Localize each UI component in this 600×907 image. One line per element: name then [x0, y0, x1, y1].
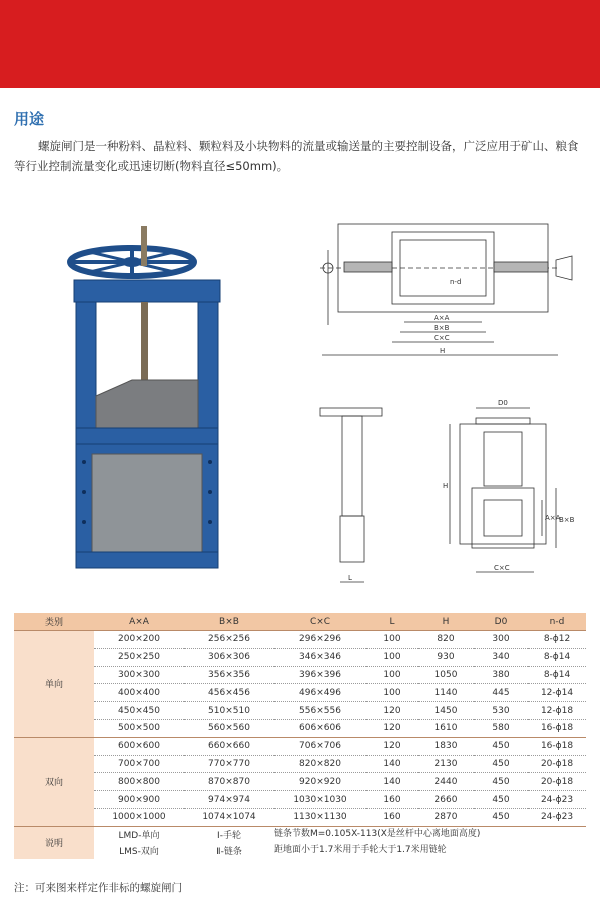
label-top-bxb: B×B [434, 324, 450, 332]
cell: 450 [474, 808, 528, 826]
cell: 1830 [418, 737, 474, 755]
col-header-d0: D0 [474, 613, 528, 631]
cell: 450 [474, 737, 528, 755]
cell: 8-ϕ14 [528, 666, 586, 684]
cell: 340 [474, 648, 528, 666]
cell: 20-ϕ18 [528, 755, 586, 773]
notes-row [14, 843, 586, 859]
table-row [14, 648, 586, 666]
cell: 2660 [418, 791, 474, 809]
cell: 24-ϕ23 [528, 791, 586, 809]
cell: 1050 [418, 666, 474, 684]
label-n-d: n-d [450, 278, 462, 286]
cell: 100 [366, 631, 418, 649]
notes-label: 说明 [14, 826, 94, 859]
col-header-axa: A×A [94, 613, 184, 631]
label-front-bxb: B×B [559, 516, 575, 524]
section-title: 用途 [14, 110, 45, 128]
cell: 120 [366, 719, 418, 737]
cell: 380 [474, 666, 528, 684]
cell: 660×660 [184, 737, 274, 755]
cell: 510×510 [184, 702, 274, 720]
cell: 12-ϕ18 [528, 702, 586, 720]
notes-drive-chain: Ⅱ-链条 [216, 847, 242, 858]
cell: 530 [474, 702, 528, 720]
cell: 900×900 [94, 791, 184, 809]
cell: 300×300 [94, 666, 184, 684]
cell: 400×400 [94, 684, 184, 702]
label-side-l: L [348, 574, 352, 582]
cell: 500×500 [94, 719, 184, 737]
cell: 870×870 [184, 773, 274, 791]
cell: 560×560 [184, 719, 274, 737]
intro-paragraph [14, 136, 586, 176]
cell: 820 [418, 631, 474, 649]
col-header-l: L [366, 613, 418, 631]
table-header-row [14, 613, 586, 631]
label-front-d0: D0 [498, 399, 508, 407]
cell: 556×556 [274, 702, 366, 720]
cell: 800×800 [94, 773, 184, 791]
cell: 1450 [418, 702, 474, 720]
cell: 140 [366, 755, 418, 773]
cell: 160 [366, 808, 418, 826]
table-row [14, 737, 586, 755]
label-top-axa: A×A [434, 314, 450, 322]
table-row [14, 631, 586, 649]
cell: 2130 [418, 755, 474, 773]
cell: 200×200 [94, 631, 184, 649]
cell: 606×606 [274, 719, 366, 737]
table-row [14, 719, 586, 737]
cell: 2440 [418, 773, 474, 791]
cell: 8-ϕ14 [528, 648, 586, 666]
cell: 16-ϕ18 [528, 719, 586, 737]
cell: 346×346 [274, 648, 366, 666]
cell: 700×700 [94, 755, 184, 773]
notes-row [14, 826, 586, 843]
cell: 820×820 [274, 755, 366, 773]
cell: 120 [366, 737, 418, 755]
cell: 706×706 [274, 737, 366, 755]
notes-model-single: LMD-单向 [118, 831, 160, 842]
table-row [14, 791, 586, 809]
cell: 296×296 [274, 631, 366, 649]
cell: 300 [474, 631, 528, 649]
cell: 256×256 [184, 631, 274, 649]
notes-text-height: 距地面小于1.7米用于手轮大于1.7米用链轮 [274, 845, 447, 856]
notes-text-chain: 链条节数M=0.105X-113(X是丝杆中心离地面高度) [274, 829, 481, 840]
cell: 770×770 [184, 755, 274, 773]
cell: 1610 [418, 719, 474, 737]
cell: 396×396 [274, 666, 366, 684]
cell: 1140 [418, 684, 474, 702]
cell: 24-ϕ23 [528, 808, 586, 826]
cell: 600×600 [94, 737, 184, 755]
label-top-h: H [440, 347, 446, 355]
cell: 450 [474, 773, 528, 791]
cell: 930 [418, 648, 474, 666]
spec-table-body [14, 631, 586, 859]
label-top-cxc: C×C [434, 334, 450, 342]
col-header-cxc: C×C [274, 613, 366, 631]
cell: 100 [366, 684, 418, 702]
category-double: 双向 [14, 737, 94, 826]
cell: 496×496 [274, 684, 366, 702]
cell: 1030×1030 [274, 791, 366, 809]
cell: 1000×1000 [94, 808, 184, 826]
cell: 250×250 [94, 648, 184, 666]
cell: 450×450 [94, 702, 184, 720]
table-row [14, 755, 586, 773]
front-view-drawing [450, 408, 556, 572]
cell: 2870 [418, 808, 474, 826]
col-header-h: H [418, 613, 474, 631]
cell: 160 [366, 791, 418, 809]
category-single: 单向 [14, 631, 94, 738]
col-header-n-d: n-d [528, 613, 586, 631]
cell: 1074×1074 [184, 808, 274, 826]
notes-model-double: LMS-双向 [119, 847, 159, 858]
cell: 100 [366, 666, 418, 684]
cell: 1130×1130 [274, 808, 366, 826]
cell: 450 [474, 791, 528, 809]
cell: 456×456 [184, 684, 274, 702]
spec-table [14, 613, 586, 859]
cell: 445 [474, 684, 528, 702]
table-row [14, 773, 586, 791]
gate-photo [62, 222, 240, 572]
table-row [14, 666, 586, 684]
cell: 306×306 [184, 648, 274, 666]
cell: 356×356 [184, 666, 274, 684]
label-front-h: H [443, 482, 449, 490]
cell: 16-ϕ18 [528, 737, 586, 755]
technical-drawings [300, 210, 590, 590]
label-front-cxc: C×C [494, 564, 510, 572]
cell: 140 [366, 773, 418, 791]
cell: 8-ϕ12 [528, 631, 586, 649]
notes-drive-handwheel: Ⅰ-手轮 [217, 831, 241, 842]
cell: 450 [474, 755, 528, 773]
col-header-bxb: B×B [184, 613, 274, 631]
cell: 580 [474, 719, 528, 737]
cell: 120 [366, 702, 418, 720]
cell: 12-ϕ14 [528, 684, 586, 702]
table-row [14, 702, 586, 720]
footnote: 注：可来图来样定作非标的螺旋闸门 [14, 882, 182, 894]
cell: 20-ϕ18 [528, 773, 586, 791]
cell: 920×920 [274, 773, 366, 791]
cell: 100 [366, 648, 418, 666]
side-view-drawing [320, 408, 382, 582]
table-row [14, 808, 586, 826]
label-front-axa: A×A [545, 514, 561, 522]
top-banner [0, 0, 600, 88]
table-row [14, 684, 586, 702]
intro-text: 螺旋闸门是一种粉料、晶粒料、颗粒料及小块物料的流量或输送量的主要控制设备，广泛应用于矿山、粮食等行业控制流量变化或迅速切断(物料直径≤50mm)。 [14, 139, 579, 173]
col-header-category: 类别 [14, 613, 94, 631]
cell: 974×974 [184, 791, 274, 809]
